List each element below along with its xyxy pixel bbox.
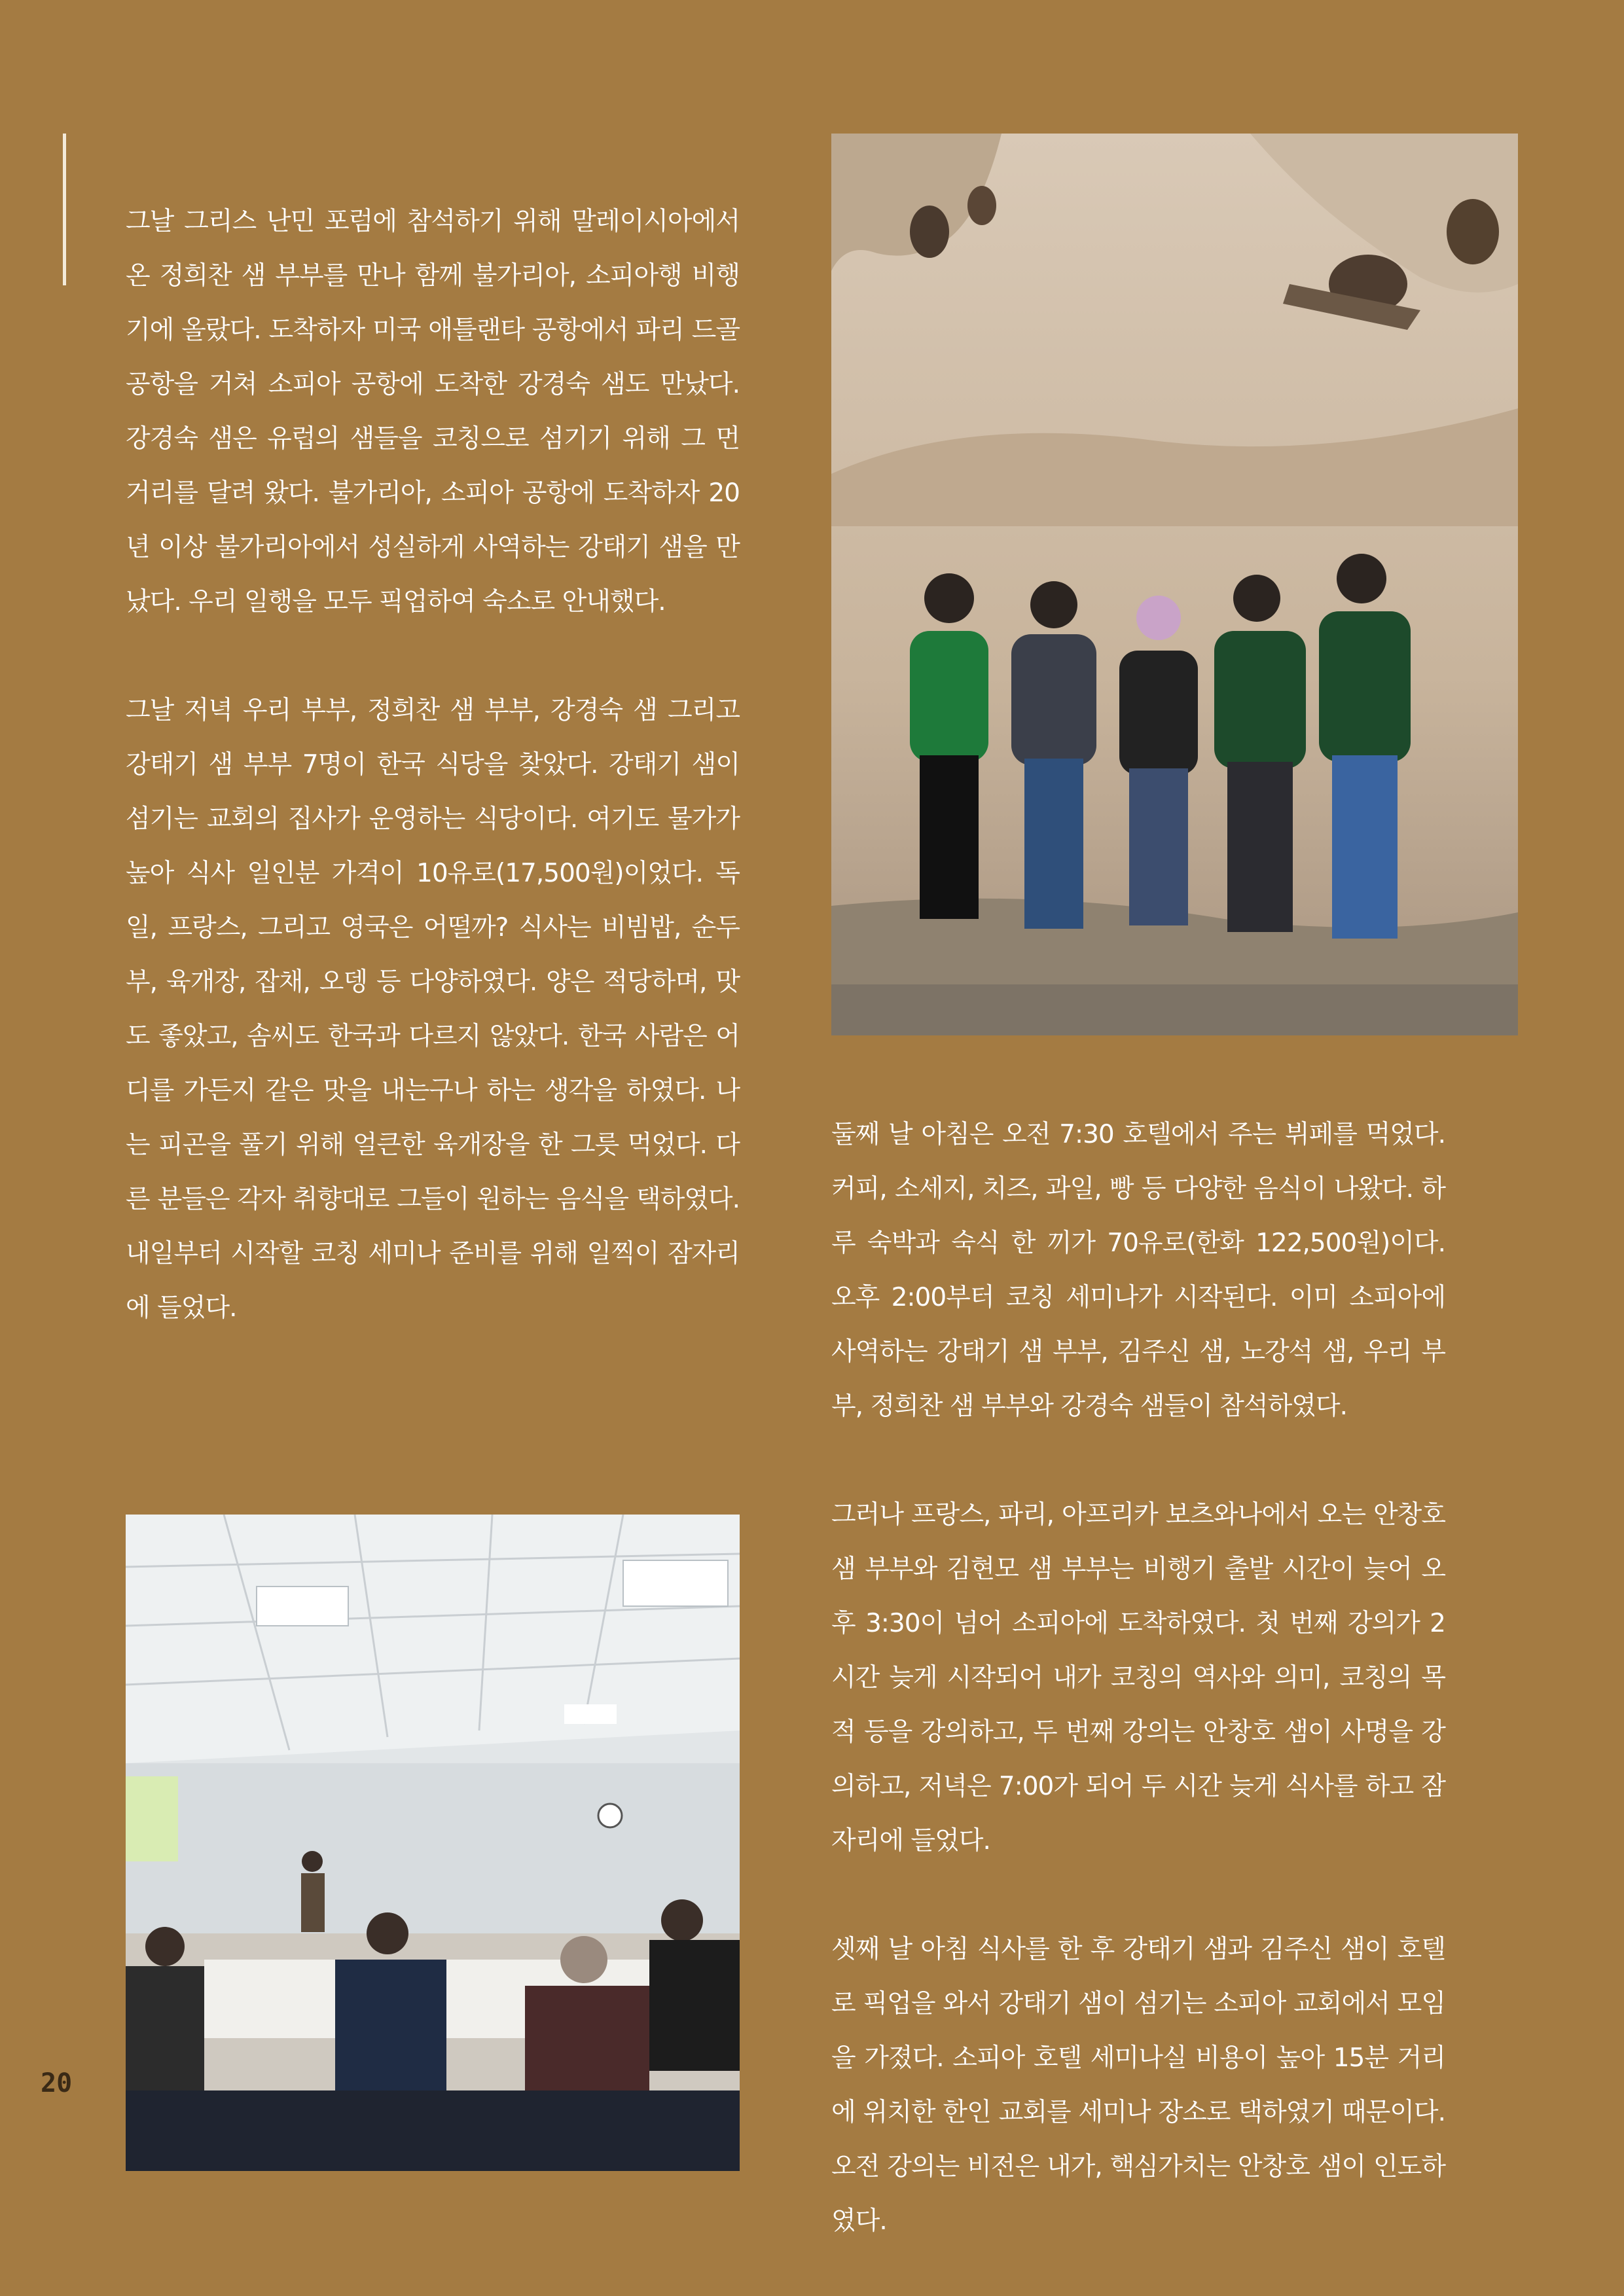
paragraph: 둘째 날 아침은 오전 7:30 호텔에서 주는 뷔페를 먹었다. 커피, 소세지, 치즈, 과일, 빵 등 다양한 음식이 나왔다. 하루 숙박과 숙식 한 끼가 70유로(한화 122,500원)이다. 오후 2:00부터 코칭 세미나가 시작된다. 이미 소피아에 사역하는 강태기 샘 부부, 김주신 샘, 노강석 샘, 우리 부부, 정희찬 샘 부부와 강경숙 샘들이 참석하였다.: [831, 1120, 1445, 1421]
left-text-column: [126, 194, 740, 1335]
paragraph: 그날 그리스 난민 포럼에 참석하기 위해 말레이시아에서 온 정희찬 샘 부부를 만나 함께 불가리아, 소피아행 비행기에 올랐다. 도착하자 미국 애틀랜타 공항에서 파리 드골 공항을 거쳐 소피아 공항에 도착한 강경숙 샘도 만났다. 강경숙 샘은 유럽의 샘들을 코칭으로 섬기기 위해 그 먼 거리를 달려 왔다. 불가리아, 소피아 공항에 도착하자 20년 이상 불가리아에서 성실하게 사역하는 강태기 샘을 만났다. 우리 일행을 모두 픽업하여 숙소로 안내했다.: [126, 207, 740, 617]
paragraph: 그러나 프랑스, 파리, 아프리카 보츠와나에서 오는 안창호 샘 부부와 김현모 샘 부부는 비행기 출발 시간이 늦어 오후 3:30이 넘어 소피아에 도착하였다. 첫 번째 강의가 2시간 늦게 시작되어 내가 코칭의 역사와 의미, 코칭의 목적 등을 강의하고, 두 번째 강의는 안창호 샘이 사명을 강의하고, 저녁은 7:00가 되어 두 시간 늦게 식사를 하고 잠자리에 들었다.: [831, 1500, 1445, 1856]
paragraph: 셋째 날 아침 식사를 한 후 강태기 샘과 김주신 샘이 호텔로 픽업을 와서 강태기 샘이 섬기는 소피아 교회에서 모임을 가졌다. 소피아 호텔 세미나실 비용이 높아 15분 거리에 위치한 한인 교회를 세미나 장소로 택하였기 때문이다. 오전 강의는 비전은 내가, 핵심가치는 안창호 샘이 인도하였다.: [831, 1935, 1445, 2236]
group-photo-cave-cliff: [831, 134, 1518, 1035]
seminar-photo-illustration: [126, 1515, 740, 2171]
seminar-room-photo: [126, 1515, 740, 2171]
page-number: 20: [41, 2068, 73, 2098]
quote-accent-bar: [63, 134, 66, 285]
right-text-column: [831, 1107, 1445, 2248]
paragraph: 그날 저녁 우리 부부, 정희찬 샘 부부, 강경숙 샘 그리고 강태기 샘 부부 7명이 한국 식당을 찾았다. 강태기 샘이 섬기는 교회의 집사가 운영하는 식당이다. 여기도 물가가 높아 식사 일인분 가격이 10유로(17,500원)이었다. 독일, 프랑스, 그리고 영국은 어떨까? 식사는 비빔밥, 순두부, 육개장, 잡채, 오뎅 등 다양하였다. 양은 적당하며, 맛도 좋았고, 솜씨도 한국과 다르지 않았다. 한국 사람은 어디를 가든지 같은 맛을 내는구나 하는 생각을 하였다. 나는 피곤을 풀기 위해 얼큰한 육개장을 한 그릇 먹었다. 다른 분들은 각자 취향대로 그들이 원하는 음식을 택하였다. 내일부터 시작할 코칭 세미나 준비를 위해 일찍이 잠자리에 들었다.: [126, 696, 740, 1323]
group-photo-illustration: [831, 134, 1518, 1035]
